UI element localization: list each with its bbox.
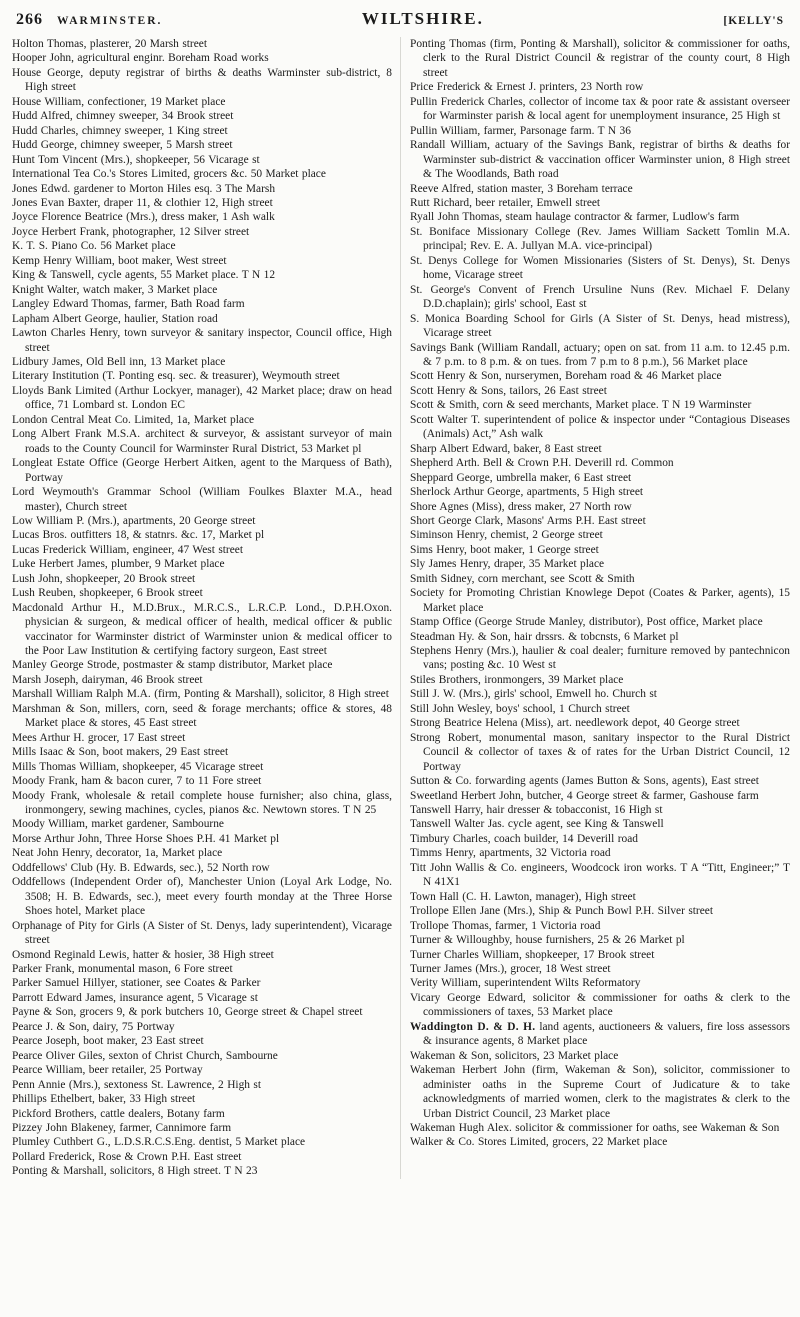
directory-entry: Hooper John, agricultural enginr. Boreham Road works xyxy=(12,52,269,65)
directory-entry: Joyce Florence Beatrice (Mrs.), dress maker, 1 Ash walk xyxy=(12,211,275,224)
directory-entry: Smith Sidney, corn merchant, see Scott & Smith xyxy=(410,572,635,585)
directory-entry: Scott Walter T. superintendent of police & inspector under “Contagious Diseases (Animals) Act,” Ash walk xyxy=(410,413,790,441)
directory-entry: Pearce Oliver Giles, sexton of Christ Church, Sambourne xyxy=(12,1049,278,1062)
directory-entry: Pearce Joseph, boot maker, 23 East street xyxy=(12,1035,204,1048)
directory-entry: Strong Robert, monumental mason, sanitary inspector to the Rural District Council & collector of taxes & of rates for the Urban District Council, 12 Portway xyxy=(410,731,790,773)
directory-entry: Holton Thomas, plasterer, 20 Marsh street xyxy=(12,38,207,50)
directory-entry: Lucas Bros. outfitters 18, & statnrs. &c. 17, Market pl xyxy=(12,529,265,542)
directory-entry: Hudd Charles, chimney sweeper, 1 King street xyxy=(12,124,228,137)
directory-entry: Tanswell Walter Jas. cycle agent, see King & Tanswell xyxy=(410,818,664,831)
directory-entry: Low William P. (Mrs.), apartments, 20 George street xyxy=(12,514,256,527)
directory-entry: Timbury Charles, coach builder, 14 Deverill road xyxy=(410,832,638,845)
directory-entry: Pearce J. & Son, dairy, 75 Portway xyxy=(12,1020,175,1033)
directory-entry: Town Hall (C. H. Lawton, manager), High street xyxy=(410,890,636,903)
directory-entry: Price Frederick & Ernest J. printers, 23 North row xyxy=(410,81,644,94)
directory-entry: Pollard Frederick, Rose & Crown P.H. East street xyxy=(12,1150,242,1163)
directory-entry: Morse Arthur John, Three Horse Shoes P.H. 41 Market pl xyxy=(12,832,280,845)
directory-entry: Parrott Edward James, insurance agent, 5 Vicarage st xyxy=(12,991,258,1004)
directory-entry: Timms Henry, apartments, 32 Victoria road xyxy=(410,847,611,860)
right-column xyxy=(401,37,790,1179)
directory-entry: Sutton & Co. forwarding agents (James Button & Sons, agents), East street xyxy=(410,775,759,788)
directory-entry: Steadman Hy. & Son, hair drssrs. & tobcnsts, 6 Market pl xyxy=(410,630,679,643)
directory-entry: Plumley Cuthbert G., L.D.S.R.C.S.Eng. dentist, 5 Market place xyxy=(12,1136,306,1149)
directory-entry: Manley George Strode, postmaster & stamp distributor, Market place xyxy=(12,659,333,672)
directory-entry: Wakeman Hugh Alex. solicitor & commissioner for oaths, see Wakeman & Son xyxy=(410,1121,780,1134)
directory-entry: Phillips Ethelbert, baker, 33 High street xyxy=(12,1093,196,1106)
directory-entry: Shore Agnes (Miss), dress maker, 27 North row xyxy=(410,500,632,513)
directory-entry: Hudd George, chimney sweeper, 5 Marsh street xyxy=(12,139,233,152)
directory-entry: Jones Edwd. gardener to Morton Hiles esq. 3 The Marsh xyxy=(12,182,276,195)
directory-entry: Lucas Frederick William, engineer, 47 West street xyxy=(12,543,243,556)
directory-entry: Sheppard George, umbrella maker, 6 East street xyxy=(410,471,632,484)
directory-entry: Jones Evan Baxter, draper 11, & clothier 12, High street xyxy=(12,196,273,209)
directory-entry: Titt John Wallis & Co. engineers, Woodcock iron works. T A “Titt, Engineer;” T N 41X1 xyxy=(410,861,790,889)
directory-entry: Siminson Henry, chemist, 2 George street xyxy=(410,529,603,542)
directory-entry: International Tea Co.'s Stores Limited, grocers &c. 50 Market place xyxy=(12,168,326,181)
directory-entry: Turner & Willoughby, house furnishers, 25 & 26 Market pl xyxy=(410,934,685,947)
directory-entry: House George, deputy registrar of births & deaths Warminster sub-district, 8 High street xyxy=(12,66,392,94)
publisher-mark: [KELLY'S xyxy=(723,15,784,27)
directory-entry: Waddington D. & D. H. land agents, auctioneers & valuers, fire loss assessors & insurance agents, 8 Market place xyxy=(410,1020,790,1048)
directory-entry: Moody Frank, wholesale & retail complete house furnisher; also china, glass, ironmongery, sewing machines, cycles, pianos &c. Newtown stores. T N 25 xyxy=(12,789,392,817)
directory-entry: Payne & Son, grocers 9, & pork butchers 10, George street & Chapel street xyxy=(12,1006,363,1019)
directory-entry: Lord Weymouth's Grammar School (William Foulkes Blaxter M.A., head master), Church street xyxy=(12,486,392,513)
directory-entry: Luke Herbert James, plumber, 9 Market place xyxy=(12,558,225,571)
directory-entry: Sly James Henry, draper, 35 Market place xyxy=(410,558,605,571)
directory-entry: Shepherd Arth. Bell & Crown P.H. Deverill rd. Common xyxy=(410,457,674,470)
directory-entry: Walker & Co. Stores Limited, grocers, 22 Market place xyxy=(410,1136,668,1149)
page-header xyxy=(0,0,800,31)
directory-entry: Still J. W. (Mrs.), girls' school, Emwell ho. Church st xyxy=(410,688,657,701)
directory-entry: Longleat Estate Office (George Herbert Aitken, agent to the Marquess of Bath), Portway xyxy=(12,457,392,484)
directory-entry: Osmond Reginald Lewis, hatter & hosier, 38 High street xyxy=(12,948,274,961)
directory-entry: Stiles Brothers, ironmongers, 39 Market place xyxy=(410,673,624,686)
directory-entry: London Central Meat Co. Limited, 1a, Market place xyxy=(12,413,255,426)
directory-entry: Long Albert Frank M.S.A. architect & surveyor, & assistant surveyor of main roads to the County Council for Warminster Rural District, 53 Market pl xyxy=(12,428,392,455)
directory-entry: Lloyds Bank Limited (Arthur Lockyer, manager), 42 Market place; draw on head office, 71 Lombard st. London EC xyxy=(12,384,392,412)
directory-entry: Hunt Tom Vincent (Mrs.), shopkeeper, 56 Vicarage st xyxy=(12,153,260,166)
directory-entry: Short George Clark, Masons' Arms P.H. East street xyxy=(410,514,646,527)
directory-entry: Parker Frank, monumental mason, 6 Fore street xyxy=(12,963,233,975)
directory-entry: Pullin William, farmer, Parsonage farm. T N 36 xyxy=(410,124,631,137)
directory-entry: Wakeman Herbert John (firm, Wakeman & Son), solicitor, commissioner to administer oaths in the Supreme Court of Judicature & to take acknowledgments of married women, clerk to the magistrates & clerk to the Urban District Council, 23 Market place xyxy=(410,1064,790,1120)
directory-entry: Reeve Alfred, station master, 3 Boreham terrace xyxy=(410,182,633,195)
directory-entry: Joyce Herbert Frank, photographer, 12 Silver street xyxy=(12,225,250,238)
directory-entry: Scott Henry & Son, nurserymen, Boreham road & 46 Market place xyxy=(410,370,722,383)
directory-entry: St. Boniface Missionary College (Rev. James William Sackett Tomlin M.A. principal; Rev. E. A. Jullyan M.A. vice-principal) xyxy=(410,225,790,253)
directory-entry: Pullin Frederick Charles, collector of income tax & poor rate & assistant overseer for Warminster parish & local agent for unemployment insurance, 25 High st xyxy=(410,95,790,123)
page-number: 266 xyxy=(16,11,43,28)
directory-entry: Turner James (Mrs.), grocer, 18 West street xyxy=(410,963,611,975)
directory-entry: St. Denys College for Women Missionaries (Sisters of St. Denys), St. Denys home, Vicarage street xyxy=(410,254,790,282)
directory-entry: K. T. S. Piano Co. 56 Market place xyxy=(12,240,176,253)
directory-entry: Moody Frank, ham & bacon curer, 7 to 11 Fore street xyxy=(12,775,262,788)
directory-entry: Neat John Henry, decorator, 1a, Market place xyxy=(12,847,223,860)
directory-entry: Vicary George Edward, solicitor & commissioner for oaths & clerk to the commissioners of taxes, 53 Market place xyxy=(410,991,790,1019)
directory-entry: Wakeman & Son, solicitors, 23 Market place xyxy=(410,1049,619,1062)
directory-entry: St. George's Convent of French Ursuline Nuns (Rev. Michael F. Delany D.D.chaplain); girls' school, East st xyxy=(410,283,790,311)
directory-entry: King & Tanswell, cycle agents, 55 Market place. T N 12 xyxy=(12,269,276,282)
left-column xyxy=(12,37,401,1179)
directory-entry: Orphanage of Pity for Girls (A Sister of St. Denys, lady superintendent), Vicarage street xyxy=(12,919,392,947)
directory-entry: Stephens Henry (Mrs.), haulier & coal dealer; furniture removed by pantechnicon vans; posting &c. 10 West st xyxy=(410,645,790,672)
directory-entry: Ryall John Thomas, steam haulage contractor & farmer, Ludlow's farm xyxy=(410,211,740,224)
directory-entry: Trollope Ellen Jane (Mrs.), Ship & Punch Bowl P.H. Silver street xyxy=(410,905,713,918)
directory-entry: Mills Isaac & Son, boot makers, 29 East street xyxy=(12,746,229,759)
entry-bold-name: Waddington D. & D. H. xyxy=(410,1020,536,1033)
directory-entry: Scott Henry & Sons, tailors, 26 East street xyxy=(410,384,607,397)
directory-entry: Ponting Thomas (firm, Ponting & Marshall), solicitor & commissioner for oaths, clerk to the Rural District Council & registrar of the county court, 8 High street xyxy=(410,38,790,79)
directory-entry: Scott & Smith, corn & seed merchants, Market place. T N 19 Warminster xyxy=(410,399,752,412)
directory-entry: Lawton Charles Henry, town surveyor & sanitary inspector, Council office, High street xyxy=(12,327,392,354)
directory-entry: Lush John, shopkeeper, 20 Brook street xyxy=(12,572,196,585)
directory-entry: Turner Charles William, shopkeeper, 17 Brook street xyxy=(410,948,655,961)
directory-entry: Randall William, actuary of the Savings Bank, registrar of births & deaths for Warminster sub-district & vaccination officer Warminster union, 8 High street & The Woodlands, Bath road xyxy=(410,139,790,181)
directory-entry: Mills Thomas William, shopkeeper, 45 Vicarage street xyxy=(12,760,264,773)
directory-columns xyxy=(0,31,800,1179)
directory-entry: Oddfellows' Club (Hy. B. Edwards, sec.), 52 North row xyxy=(12,861,270,874)
directory-entry: Pickford Brothers, cattle dealers, Botany farm xyxy=(12,1107,225,1120)
directory-entry: Knight Walter, watch maker, 3 Market place xyxy=(12,283,218,296)
directory-entry: Still John Wesley, boys' school, 1 Church street xyxy=(410,702,630,715)
directory-entry: Pizzey John Blakeney, farmer, Cannimore farm xyxy=(12,1121,232,1134)
directory-entry: Langley Edward Thomas, farmer, Bath Road farm xyxy=(12,298,245,311)
directory-entry: Lapham Albert George, haulier, Station road xyxy=(12,312,218,325)
directory-entry: Marsh Joseph, dairyman, 46 Brook street xyxy=(12,673,203,686)
directory-entry: Macdonald Arthur H., M.D.Brux., M.R.C.S., L.R.C.P. Lond., D.P.H.Oxon. physician & surgeon, & medical officer of health, medical officer & public vaccinator for Warminster district of Warminster union & medical officer to the Poor Law Institution & certifying factory surgeon, East street xyxy=(12,601,392,658)
directory-entry: Ponting & Marshall, solicitors, 8 High street. T N 23 xyxy=(12,1165,258,1178)
directory-entry: House William, confectioner, 19 Market place xyxy=(12,95,226,108)
directory-entry: Rutt Richard, beer retailer, Emwell street xyxy=(410,196,601,209)
directory-entry: Kemp Henry William, boot maker, West street xyxy=(12,254,227,267)
directory-entry: Parker Samuel Hillyer, stationer, see Coates & Parker xyxy=(12,977,261,990)
directory-entry: Sweetland Herbert John, butcher, 4 George street & farmer, Gashouse farm xyxy=(410,789,759,802)
directory-entry: Verity William, superintendent Wilts Reformatory xyxy=(410,977,641,990)
directory-entry: Tanswell Harry, hair dresser & tobacconist, 16 High st xyxy=(410,804,663,817)
directory-entry: Trollope Thomas, farmer, 1 Victoria road xyxy=(410,919,601,932)
directory-entry: Sherlock Arthur George, apartments, 5 High street xyxy=(410,486,644,499)
directory-entry: Sharp Albert Edward, baker, 8 East street xyxy=(410,442,602,455)
directory-entry: Stamp Office (George Strude Manley, distributor), Post office, Market place xyxy=(410,616,763,629)
directory-entry: Savings Bank (William Randall, actuary; open on sat. from 11 a.m. to 12.45 p.m. & 7 p.m. to 8 p.m. & on tues. from 7 p.m to 8 p.m.), 56 Market place xyxy=(410,341,790,368)
directory-entry: Mees Arthur H. grocer, 17 East street xyxy=(12,731,186,744)
directory-entry: Society for Promoting Christian Knowlege Depot (Coates & Parker, agents), 15 Market place xyxy=(410,587,790,614)
directory-entry: Pearce William, beer retailer, 25 Portway xyxy=(12,1064,203,1077)
directory-entry: Penn Annie (Mrs.), sextoness St. Lawrence, 2 High st xyxy=(12,1078,262,1091)
directory-entry: Marshman & Son, millers, corn, seed & forage merchants; office & stores, 48 Market place & stores, 45 East street xyxy=(12,702,392,730)
directory-entry: Marshall William Ralph M.A. (firm, Ponting & Marshall), solicitor, 8 High street xyxy=(12,688,389,701)
directory-entry: Oddfellows (Independent Order of), Manchester Union (Loyal Ark Lodge, No. 3508; H. B. Edwards, sec.), meet every fourth monday at the Three Horse Shoes hotel, Market place xyxy=(12,876,392,918)
county-title: WILTSHIRE. xyxy=(361,9,484,28)
place-title: WARMINSTER. xyxy=(57,15,163,27)
directory-entry: Strong Beatrice Helena (Miss), art. needlework depot, 40 George street xyxy=(410,717,740,730)
directory-entry: Literary Institution (T. Ponting esq. sec. & treasurer), Weymouth street xyxy=(12,370,340,383)
directory-entry: Sims Henry, boot maker, 1 George street xyxy=(410,543,599,556)
directory-entry: Hudd Alfred, chimney sweeper, 34 Brook street xyxy=(12,110,234,123)
directory-entry: Lidbury James, Old Bell inn, 13 Market place xyxy=(12,355,226,368)
directory-entry: Moody William, market gardener, Sambourne xyxy=(12,818,224,831)
directory-entry: Lush Reuben, shopkeeper, 6 Brook street xyxy=(12,587,203,600)
directory-entry: S. Monica Boarding School for Girls (A Sister of St. Denys, head mistress), Vicarage street xyxy=(410,312,790,340)
